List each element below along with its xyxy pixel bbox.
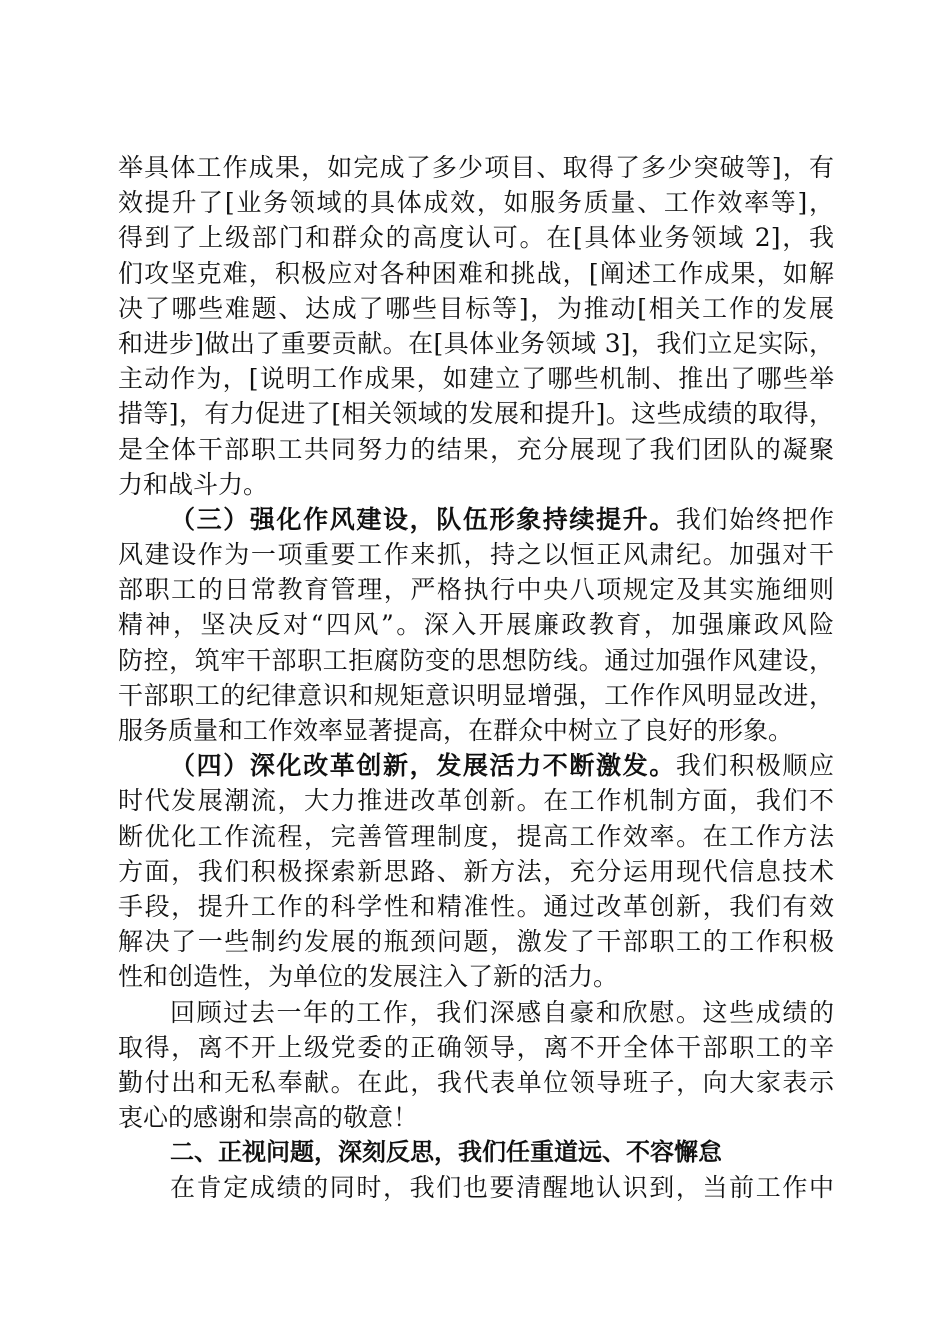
text-line: 决了哪些难题、达成了哪些目标等]，为推动[相关工作的发展 bbox=[118, 293, 834, 323]
text-line: 勤付出和无私奉献。在此，我代表单位领导班子，向大家表示 bbox=[118, 1067, 834, 1097]
paragraph-problems bbox=[118, 1170, 834, 1205]
paragraph-review bbox=[118, 995, 834, 1136]
paragraph-reform bbox=[118, 748, 834, 994]
text-run: 我们积极顺应 bbox=[675, 751, 834, 781]
section-lead-title: （三）强化作风建设，队伍形象持续提升。 bbox=[170, 504, 676, 534]
text-line: 主动作为，[说明工作成果，如建立了哪些机制、推出了哪些举 bbox=[118, 364, 834, 394]
text-line: 解决了一些制约发展的瓶颈问题，激发了干部职工的工作积极 bbox=[118, 927, 834, 957]
text-line: 举具体工作成果，如完成了多少项目、取得了多少突破等]，有 bbox=[118, 153, 834, 182]
paragraph-achievements bbox=[118, 150, 834, 502]
text-line: 精神，坚决反对“四风”。深入开展廉政教育，加强廉政风险 bbox=[118, 610, 834, 640]
text-line: 们攻坚克难，积极应对各种困难和挑战，[阐述工作成果，如解 bbox=[118, 258, 834, 288]
text-line: 手段，提升工作的科学性和精准性。通过改革创新，我们有效 bbox=[118, 891, 834, 921]
text-line: 力和战斗力。 bbox=[118, 469, 269, 499]
text-line: 性和创造性，为单位的发展注入了新的活力。 bbox=[118, 962, 619, 992]
text-line bbox=[118, 502, 834, 537]
section-heading: 二、正视问题，深刻反思，我们任重道远、不容懈怠 bbox=[170, 1138, 722, 1167]
paragraph-work-style bbox=[118, 502, 834, 748]
text-run: 我们始终把作 bbox=[675, 504, 834, 534]
text-line: 取得，离不开上级党委的正确领导，离不开全体干部职工的辛 bbox=[118, 1032, 834, 1062]
text-line: 是全体干部职工共同努力的结果，充分展现了我们团队的凝聚 bbox=[118, 434, 834, 464]
section-lead-title: （四）深化改革创新，发展活力不断激发。 bbox=[170, 751, 676, 781]
text-line: 在肯定成绩的同时，我们也要清醒地认识到，当前工作中 bbox=[170, 1173, 834, 1203]
text-line: 风建设作为一项重要工作来抓，持之以恒正风肃纪。加强对干 bbox=[118, 540, 834, 570]
text-line: 干部职工的纪律意识和规矩意识明显增强，工作作风明显改进， bbox=[118, 680, 834, 710]
text-line: 断优化工作流程，完善管理制度，提高工作效率。在工作方法 bbox=[118, 821, 834, 851]
text-line: 得到了上级部门和群众的高度认可。在[具体业务领域 2]，我 bbox=[118, 223, 834, 253]
text-line: 服务质量和工作效率显著提高，在群众中树立了良好的形象。 bbox=[118, 716, 794, 745]
text-line: 部职工的日常教育管理，严格执行中央八项规定及其实施细则 bbox=[118, 575, 834, 605]
text-line: 衷心的感谢和崇高的敬意！ bbox=[118, 1103, 419, 1133]
text-line: 和进步]做出了重要贡献。在[具体业务领域 3]，我们立足实际， bbox=[118, 328, 834, 358]
text-line: 方面，我们积极探索新思路、新方法，充分运用现代信息技术 bbox=[118, 856, 834, 886]
text-line bbox=[118, 748, 834, 783]
text-line: 时代发展潮流，大力推进改革创新。在工作机制方面，我们不 bbox=[118, 786, 834, 816]
text-line: 回顾过去一年的工作，我们深感自豪和欣慰。这些成绩的 bbox=[170, 997, 834, 1027]
text-line: 效提升了[业务领域的具体成效，如服务质量、工作效率等]， bbox=[118, 188, 834, 218]
text-line: 防控，筑牢干部职工拒腐防变的思想防线。通过加强作风建设， bbox=[118, 645, 834, 675]
document-page bbox=[118, 150, 834, 1206]
text-line: 措等]，有力促进了[相关领域的发展和提升]。这些成绩的取得， bbox=[118, 399, 834, 429]
